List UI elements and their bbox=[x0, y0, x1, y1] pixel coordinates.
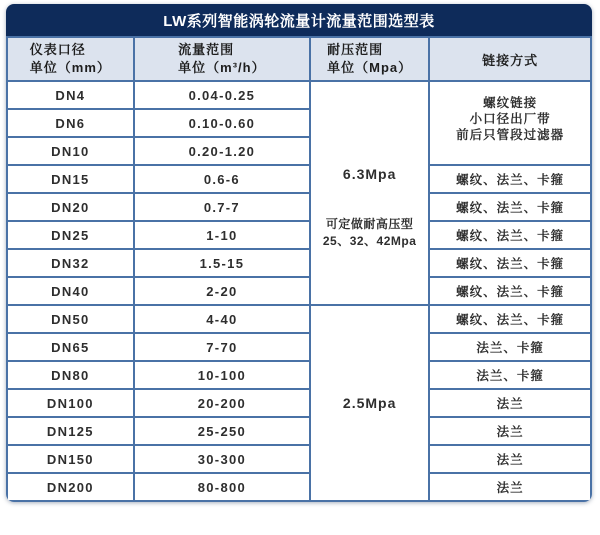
header-pressure-line2: 单位（Mpa） bbox=[327, 60, 413, 75]
diameter-cell: DN65 bbox=[7, 333, 134, 361]
diameter-cell: DN15 bbox=[7, 165, 134, 193]
diameter-cell: DN80 bbox=[7, 361, 134, 389]
flow-range-cell: 1-10 bbox=[134, 221, 310, 249]
column-header-connection bbox=[429, 37, 591, 81]
table-row bbox=[7, 417, 591, 445]
table-row bbox=[7, 361, 591, 389]
table-row bbox=[7, 221, 591, 249]
diameter-cell: DN50 bbox=[7, 305, 134, 333]
header-flow-line2: 单位（m³/h） bbox=[178, 60, 266, 75]
flow-range-cell: 0.7-7 bbox=[134, 193, 310, 221]
selection-table-card bbox=[6, 4, 592, 502]
diameter-cell: DN10 bbox=[7, 137, 134, 165]
table-row bbox=[7, 81, 591, 109]
table-row bbox=[7, 277, 591, 305]
flow-range-cell: 0.04-0.25 bbox=[134, 81, 310, 109]
table-row bbox=[7, 249, 591, 277]
diameter-cell: DN200 bbox=[7, 473, 134, 501]
diameter-cell: DN32 bbox=[7, 249, 134, 277]
connection-cell: 法兰、卡箍 bbox=[429, 361, 591, 389]
table-row bbox=[7, 445, 591, 473]
header-pressure-line1: 耐压范围 bbox=[327, 42, 384, 58]
connection-cell: 螺纹、法兰、卡箍 bbox=[429, 277, 591, 305]
table-row bbox=[7, 193, 591, 221]
header-flow-line1: 流量范围 bbox=[178, 42, 235, 58]
connection-cell: 法兰 bbox=[429, 473, 591, 501]
header-row bbox=[7, 37, 591, 81]
pressure-high-value: 6.3Mpa bbox=[342, 165, 397, 182]
diameter-cell: DN150 bbox=[7, 445, 134, 473]
flow-range-cell: 0.10-0.60 bbox=[134, 109, 310, 137]
connection-cell: 螺纹、法兰、卡箍 bbox=[429, 221, 591, 249]
diameter-cell: DN20 bbox=[7, 193, 134, 221]
header-connection-label: 链接方式 bbox=[482, 52, 539, 68]
table-row bbox=[7, 305, 591, 333]
flow-range-cell: 4-40 bbox=[134, 305, 310, 333]
connection-cell: 螺纹、法兰、卡箍 bbox=[429, 193, 591, 221]
flow-range-cell: 2-20 bbox=[134, 277, 310, 305]
pressure-low-value: 2.5Mpa bbox=[342, 395, 397, 411]
column-header-pressure bbox=[310, 37, 429, 81]
table-row bbox=[7, 473, 591, 501]
connection-cell: 法兰 bbox=[429, 445, 591, 473]
selection-table bbox=[6, 36, 592, 502]
flow-range-cell: 10-100 bbox=[134, 361, 310, 389]
diameter-cell: DN100 bbox=[7, 389, 134, 417]
connection-cell: 螺纹、法兰、卡箍 bbox=[429, 249, 591, 277]
column-header-diameter bbox=[7, 37, 134, 81]
pressure-high-note: 可定做耐高压型 25、32、42Mpa bbox=[322, 216, 417, 248]
pressure-group-low bbox=[310, 305, 429, 501]
diameter-cell: DN6 bbox=[7, 109, 134, 137]
connection-cell-small-bore: 螺纹链接 小口径出厂带 前后只管段过滤器 bbox=[429, 81, 591, 165]
table-row bbox=[7, 333, 591, 361]
connection-cell: 法兰、卡箍 bbox=[429, 333, 591, 361]
flow-range-cell: 25-250 bbox=[134, 417, 310, 445]
flow-range-cell: 0.6-6 bbox=[134, 165, 310, 193]
pressure-group-high bbox=[310, 81, 429, 305]
connection-cell: 螺纹、法兰、卡箍 bbox=[429, 305, 591, 333]
diameter-cell: DN25 bbox=[7, 221, 134, 249]
diameter-cell: DN125 bbox=[7, 417, 134, 445]
flow-range-cell: 80-800 bbox=[134, 473, 310, 501]
table-row bbox=[7, 389, 591, 417]
column-header-flow-range bbox=[134, 37, 310, 81]
table-row bbox=[7, 165, 591, 193]
flow-range-cell: 30-300 bbox=[134, 445, 310, 473]
connection-cell: 法兰 bbox=[429, 389, 591, 417]
diameter-cell: DN40 bbox=[7, 277, 134, 305]
flow-range-cell: 7-70 bbox=[134, 333, 310, 361]
connection-cell: 螺纹、法兰、卡箍 bbox=[429, 165, 591, 193]
header-diameter-line1: 仪表口径 bbox=[29, 42, 86, 58]
header-diameter-line2: 单位（mm） bbox=[29, 60, 111, 75]
table-title: LW系列智能涡轮流量计流量范围选型表 bbox=[6, 4, 592, 36]
connection-cell: 法兰 bbox=[429, 417, 591, 445]
flow-range-cell: 20-200 bbox=[134, 389, 310, 417]
flow-range-cell: 1.5-15 bbox=[134, 249, 310, 277]
flow-range-cell: 0.20-1.20 bbox=[134, 137, 310, 165]
diameter-cell: DN4 bbox=[7, 81, 134, 109]
